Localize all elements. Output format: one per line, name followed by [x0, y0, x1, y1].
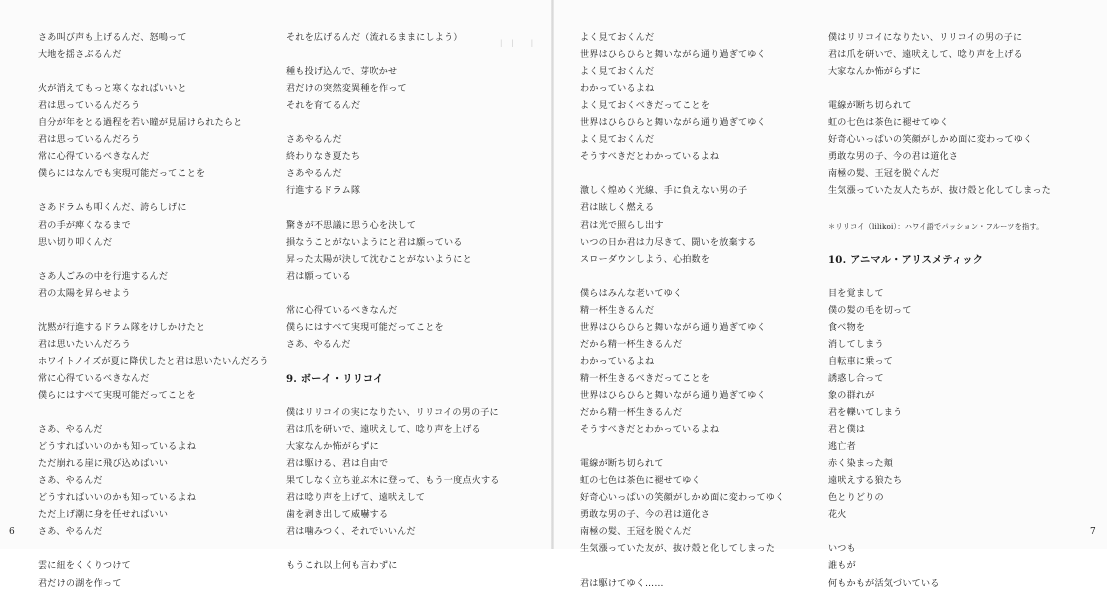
lyric-line: 色とりどりの [828, 493, 884, 504]
lyric-line: 赤く染まった頬 [828, 459, 894, 470]
blank-line [580, 166, 784, 183]
blank-line [286, 286, 500, 303]
lyric-line: 僕の髪の毛を切って [828, 305, 912, 316]
lyric-line: ただ上げ潮に身を任せればいい [38, 510, 169, 521]
lyric-line: 勇敢な男の子、今の君は道化さ [580, 510, 711, 521]
lyric-line: 電線が断ち切られて [828, 101, 912, 112]
lyric-line: 遠吠えする狼たち [828, 476, 903, 487]
lyric-line: 自分が年をとる過程を若い瞳が見届けられたらと [38, 118, 243, 129]
lyric-line: 君と僕は [828, 425, 866, 436]
blank-line [286, 354, 500, 371]
blank-line [580, 558, 784, 575]
lyrics-column-4 [828, 30, 1051, 593]
blank-line [828, 235, 1051, 252]
lyric-line: 常に心得ているべきなんだ [286, 305, 398, 316]
lyric-line: スローダウンしよう、心拍数を [580, 254, 711, 265]
lyric-line: わかっているよね [580, 84, 655, 95]
lyric-line: 象の群れが [828, 390, 875, 401]
lyric-line: 雲に紐をくくりつけて [38, 561, 131, 572]
lyric-line: 好奇心いっぱいの笑顔がしかめ面に変わってゆく [828, 135, 1033, 146]
lyric-line: 君は噛みつく、それでいいんだ [286, 527, 416, 538]
lyric-line: 好奇心いっぱいの笑顔がしかめ面に変わってゆく [580, 493, 785, 504]
lyric-line: 南極の髪、王冠を脱ぐんだ [580, 527, 692, 538]
blank-line [38, 64, 269, 81]
lyric-line: 大家なんか怖がらずに [286, 442, 379, 453]
blank-line [38, 183, 269, 200]
lyric-line: 沈黙が行進するドラム隊をけしかけたと [38, 322, 206, 333]
lyric-line: 君は眩しく燃える [580, 203, 655, 214]
lyric-line: 食べ物を [828, 322, 866, 333]
lyric-line: 君は爪を研いで、遠吠えして、唸り声を上げる [286, 425, 481, 436]
blank-line [38, 303, 269, 320]
lyric-line: ただ崩れる崖に飛び込めばいい [38, 459, 169, 470]
lyric-line: そうすべきだとわかっているよね [580, 152, 720, 163]
lyric-line: さあ、やるんだ [38, 425, 103, 436]
lyrics-column-3 [580, 30, 784, 593]
lyric-line: 君は光で照らし出す [580, 220, 664, 231]
lyric-line: 花火 [828, 510, 847, 521]
lyric-line: 虹の七色は茶色に褪せてゆく [580, 476, 701, 487]
lyric-line: そうすべきだとわかっているよね [580, 425, 720, 436]
lyric-line: 僕はリリコイになりたい、リリコイの男の子に [828, 33, 1023, 43]
blank-line [580, 439, 784, 456]
lyric-line: 思い切り叩くんだ [38, 237, 113, 248]
lyric-line: 勇敢な男の子、今の君は道化さ [828, 152, 959, 163]
blank-line [286, 541, 500, 558]
blank-line [38, 252, 269, 269]
lyric-line: 誘惑し合って [828, 373, 884, 384]
blank-line [828, 81, 1051, 98]
lyric-line: 生気漲っていた友が、抜け殻と化してしまった [580, 544, 776, 555]
blank-line [38, 541, 269, 558]
lyric-line: 南極の髪、王冠を脱ぐんだ [828, 169, 940, 180]
lyric-line: 君は爪を研いで、遠吠えして、唸り声を上げる [828, 50, 1023, 61]
lyric-line: 世界はひらひらと舞いながら通り過ぎてゆく [580, 322, 766, 333]
lyric-line: 種も投げ込んで、芽吹かせ [286, 67, 398, 78]
lyric-line: どうすればいいのかも知っているよね [38, 442, 196, 453]
page-number-right: 7 [1090, 527, 1096, 537]
lyric-line: 行進するドラム隊 [286, 186, 361, 197]
lyric-line: 激しく煌めく光線、手に負えない男の子 [580, 186, 748, 197]
lyric-line: 火が消えてもっと寒くなればいいと [38, 84, 187, 95]
lyric-line: だから精一杯生きるんだ [580, 408, 683, 419]
lyric-line: 僕らにはすべて実現可能だってことを [38, 390, 196, 401]
lyric-line: さあドラムも叩くんだ、誇らしげに [38, 203, 187, 214]
blank-line [286, 115, 500, 132]
page-number-left: 6 [9, 527, 15, 537]
lyric-line: わかっているよね [580, 356, 655, 367]
lyric-line: だから精一杯生きるんだ [580, 339, 683, 350]
lyric-line: 歯を剥き出して威嚇する [286, 510, 389, 521]
lyric-line: 常に心得ているべきなんだ [38, 152, 150, 163]
lyric-line: 世界はひらひらと舞いながら通り過ぎてゆく [580, 390, 766, 401]
lyric-line: どうすればいいのかも知っているよね [38, 493, 196, 504]
lyric-line: さあやるんだ [286, 135, 342, 146]
lyric-line: 君は駆ける、君は自由で [286, 459, 389, 470]
lyrics-column-2 [286, 30, 500, 576]
lyric-line: 大家なんか怖がらずに [828, 67, 921, 78]
lyric-line: さあ叫び声も上げるんだ、怒鳴って [38, 33, 187, 43]
blank-line [286, 47, 500, 64]
lyric-line: 驚きが不思議に思う心を決して [286, 220, 417, 231]
blank-line [828, 524, 1051, 541]
lyric-line: 終わりなき夏たち [286, 152, 361, 163]
lyric-line: よく見ておくんだ [580, 67, 655, 78]
lyric-line: さあ、やるんだ [286, 339, 351, 350]
lyric-line: 世界はひらひらと舞いながら通り過ぎてゆく [580, 118, 766, 129]
lyric-line: 生気漲っていた友人たちが、抜け殻と化してしまった [828, 186, 1052, 197]
blank-line [286, 200, 500, 217]
lyric-line: 僕はリリコイの実になりたい、リリコイの男の子に [286, 408, 499, 419]
lyric-line: もうこれ以上何も言わずに [286, 561, 398, 572]
lyric-line: 昇った太陽が決して沈むことがないようにと [286, 254, 472, 265]
lyric-line: 逃亡者 [828, 442, 856, 453]
lyric-line: さあ人ごみの中を行進するんだ [38, 271, 169, 282]
lyric-line: さあ、やるんだ [38, 476, 103, 487]
lyric-line: さあやるんだ [286, 169, 342, 180]
song-title: 10. アニマル・アリスメティック [828, 253, 984, 266]
lyric-line: 君の手が痺くなるまで [38, 220, 131, 231]
lyric-line: 君は思いたいんだろう [38, 339, 131, 350]
lyric-line: 君は駆けてゆく…… [580, 578, 664, 589]
lyric-line: 誰もが [828, 561, 856, 572]
lyric-line: 君の太陽を昇らせよう [38, 288, 131, 299]
lyric-line: ホワイトノイズが夏に降伏したと君は思いたいんだろう [38, 356, 269, 367]
lyric-line: 精一杯生きるべきだってことを [580, 373, 711, 384]
lyric-line: 君は唸り声を上げて、遠吠えして [286, 493, 426, 504]
lyric-line: 大地を揺さぶるんだ [38, 50, 122, 61]
blank-line [286, 388, 500, 405]
blank-line [38, 405, 269, 422]
lyric-line: 君を轢いてしまう [828, 408, 903, 419]
lyric-line: 僕らにはすべて実現可能だってことを [286, 322, 444, 333]
lyric-line: 君は思っているんだろう [38, 135, 141, 146]
lyric-line: いつも [828, 544, 856, 555]
lyric-line: 自転車に乗って [828, 356, 894, 367]
lyric-line: 僕らはみんな老いてゆく [580, 288, 683, 299]
lyric-line: よく見ておくんだ [580, 135, 655, 146]
lyric-line: 損なうことがないようにと君は願っている [286, 237, 463, 248]
blank-line [828, 269, 1051, 286]
lyric-line: 精一杯生きるんだ [580, 305, 655, 316]
lyric-line: 目を覚まして [828, 288, 884, 299]
lyric-line: 消してしまう [828, 339, 884, 350]
lyric-line: 常に心得ているべきなんだ [38, 373, 150, 384]
lyric-line: よく見ておくんだ [580, 33, 655, 43]
footnote: ＊リリコイ（lilikoi）：ハワイ語でパッション・フルーツを指す。 [828, 221, 1044, 231]
lyric-line: さあ、やるんだ [38, 527, 103, 538]
lyric-line: 君は思っているんだろう [38, 101, 141, 112]
lyrics-column-1 [38, 30, 269, 593]
song-title: 9. ボーイ・リリコイ [286, 372, 384, 385]
lyric-line: 君だけの突然変異種を作って [286, 84, 407, 95]
lyric-line: 何もかもが活気づいている [828, 578, 940, 589]
blank-line [580, 269, 784, 286]
lyric-line: 世界はひらひらと舞いながら通り過ぎてゆく [580, 50, 766, 61]
blank-line [828, 200, 1051, 217]
lyric-line: いつの日か君は力尽きて、闘いを放棄する [580, 237, 757, 248]
lyric-line: それを広げるんだ（流れるままにしよう） [286, 33, 463, 43]
lyric-line: それを育てるんだ [286, 101, 361, 112]
lyric-line: 僕らにはなんでも実現可能だってことを [38, 169, 206, 180]
lyric-line: 電線が断ち切られて [580, 459, 664, 470]
lyric-line: 果てしなく立ち並ぶ木に登って、もう一度点火する [286, 476, 500, 487]
lyric-line: 君だけの湖を作って [38, 578, 122, 589]
lyric-line: 虹の七色は茶色に褪せてゆく [828, 118, 949, 129]
lyric-line: 君は願っている [286, 271, 352, 282]
show-through-text: | | | [500, 39, 535, 47]
book-spine [551, 0, 554, 549]
lyric-line: よく見ておくべきだってことを [580, 101, 711, 112]
